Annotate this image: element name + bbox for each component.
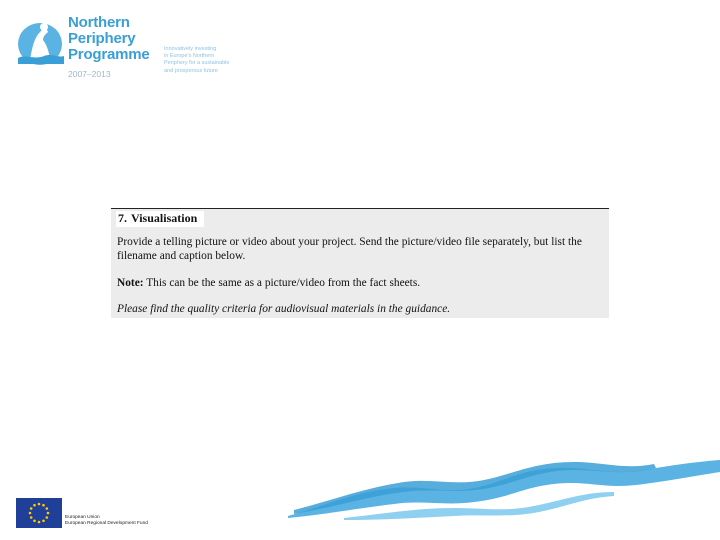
- programme-name-line: Programme: [68, 46, 150, 63]
- instruction-paragraph: Provide a telling picture or video about your project. Send the picture/video file separately, but list the filename and caption below.: [117, 236, 582, 262]
- tagline-line: Innovatively investing: [164, 46, 217, 52]
- programme-years: 2007–2013: [68, 69, 111, 79]
- programme-name-line: Periphery: [68, 30, 136, 47]
- eu-funding-text: [65, 515, 148, 527]
- eu-funding-badge: [16, 498, 216, 530]
- tagline-line: in Europe's Northern: [164, 53, 215, 60]
- programme-name-line: Northern: [68, 14, 130, 31]
- guidance-line: Please find the quality criteria for audiovisual materials in the guidance.: [117, 303, 451, 315]
- section-title: Visualisation: [131, 211, 198, 225]
- note-line: [117, 277, 420, 290]
- document-excerpt: [111, 208, 609, 318]
- programme-tagline: [164, 46, 274, 75]
- tagline-line: and prosperous future: [164, 67, 218, 74]
- npp-logo-icon: [16, 14, 66, 66]
- section-number: 7.: [118, 211, 127, 225]
- programme-name: [68, 15, 178, 63]
- wave-decoration-icon: [284, 458, 720, 520]
- tagline-line: Periphery for a sustainable: [164, 60, 230, 67]
- eu-line: European Regional Development Fund: [65, 521, 148, 526]
- note-text: This can be the same as a picture/video from the fact sheets.: [143, 277, 421, 289]
- section-heading: [116, 211, 204, 227]
- eu-line: European Union: [65, 515, 100, 520]
- eu-flag-icon: [16, 498, 62, 528]
- programme-logo: [16, 14, 256, 84]
- note-label: Note:: [117, 277, 144, 289]
